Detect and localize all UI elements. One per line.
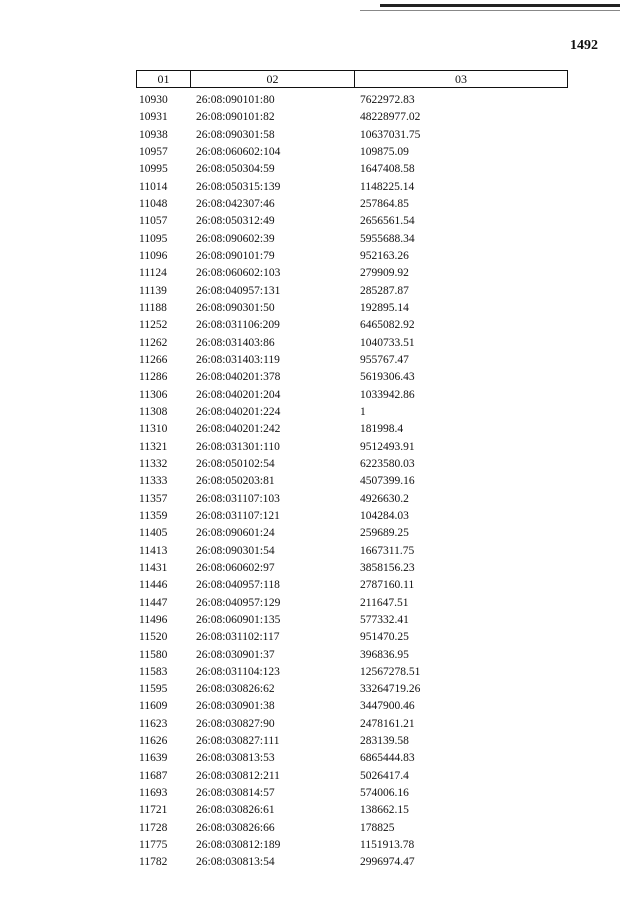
table-row [136,820,568,837]
cell-03: 257864.85 [360,197,409,210]
cell-03: 5955688.34 [360,232,415,245]
cell-01: 11782 [139,856,168,869]
cell-03: 955767.47 [360,353,409,366]
table-row [136,473,568,490]
cell-02: 26:08:030826:66 [196,821,275,834]
cell-02: 26:08:050102:54 [196,457,275,470]
cell-01: 11721 [139,804,168,817]
cell-01: 11728 [139,821,168,834]
cell-03: 109875.09 [360,145,409,158]
cell-03: 211647.51 [360,596,409,609]
cell-01: 11262 [139,336,168,349]
cell-02: 26:08:031102:117 [196,631,280,644]
cell-03: 6465082.92 [360,319,415,332]
cell-01: 11252 [139,319,168,332]
cell-02: 26:08:030826:61 [196,804,275,817]
page-number: 1492 [570,38,598,53]
cell-02: 26:08:030826:62 [196,683,275,696]
cell-02: 26:08:030813:54 [196,856,275,869]
top-rule [380,4,620,7]
table-row [136,369,568,386]
column-header-03: 03 [455,72,467,86]
cell-03: 138662.15 [360,804,409,817]
cell-03: 12567278.51 [360,665,421,678]
table-body [136,92,568,872]
table-row [136,664,568,681]
cell-03: 952163.26 [360,249,409,262]
table-row [136,387,568,404]
cell-03: 7622972.83 [360,94,415,106]
cell-01: 11188 [139,301,167,314]
cell-01: 11124 [139,267,167,280]
cell-03: 1033942.86 [360,388,415,401]
cell-03: 279909.92 [360,267,409,280]
cell-01: 10931 [139,111,168,124]
table-row [136,647,568,664]
cell-02: 26:08:040201:242 [196,423,281,436]
cell-02: 26:08:031403:119 [196,353,280,366]
cell-03: 104284.03 [360,509,409,522]
cell-01: 11693 [139,787,168,800]
table-row [136,681,568,698]
table-row [136,248,568,265]
top-rule-thin [360,10,620,11]
cell-01: 11057 [139,215,168,228]
cell-03: 33264719.26 [360,683,421,696]
table-row [136,144,568,161]
cell-01: 11308 [139,405,168,418]
table-row [136,560,568,577]
cell-02: 26:08:090101:80 [196,94,275,106]
table-row [136,837,568,854]
cell-01: 11520 [139,631,168,644]
cell-01: 11595 [139,683,168,696]
cell-02: 26:08:030827:90 [196,717,275,730]
cell-02: 26:08:031107:121 [196,509,280,522]
cell-01: 10930 [139,94,168,106]
cell-01: 11775 [139,839,168,852]
cell-03: 192895.14 [360,301,409,314]
cell-01: 11405 [139,527,168,540]
cell-03: 396836.95 [360,648,409,661]
table-row [136,768,568,785]
cell-02: 26:08:031403:86 [196,336,275,349]
column-header-01: 01 [137,71,191,87]
table-row [136,750,568,767]
cell-03: 951470.25 [360,631,409,644]
cell-02: 26:08:060602:103 [196,267,281,280]
table-row [136,595,568,612]
table-row [136,456,568,473]
cell-02: 26:08:050203:81 [196,475,275,488]
cell-02: 26:08:030901:38 [196,700,275,713]
table-row [136,698,568,715]
cell-03: 1647408.58 [360,163,415,176]
cell-01: 10957 [139,145,168,158]
cell-02: 26:08:090601:24 [196,527,275,540]
table-row [136,716,568,733]
cell-02: 26:08:090301:50 [196,301,275,314]
cell-03: 4926630.2 [360,492,409,505]
table-row [136,404,568,421]
table-row [136,508,568,525]
table-row [136,92,568,109]
cell-01: 11333 [139,475,168,488]
cell-02: 26:08:040201:378 [196,371,281,384]
table-header [136,70,568,88]
cell-02: 26:08:030827:111 [196,735,280,748]
table-row [136,231,568,248]
table-row [136,491,568,508]
table-row [136,317,568,334]
cell-03: 6223580.03 [360,457,415,470]
cell-03: 2478161.21 [360,717,415,730]
table-row [136,733,568,750]
cell-01: 11583 [139,665,168,678]
cell-03: 2656561.54 [360,215,415,228]
table-row [136,300,568,317]
cell-02: 26:08:090301:54 [196,544,275,557]
cell-03: 9512493.91 [360,440,415,453]
cell-03: 577332.41 [360,613,409,626]
cell-03: 6865444.83 [360,752,415,765]
table-row [136,802,568,819]
cell-02: 26:08:050312:49 [196,215,275,228]
cell-01: 11048 [139,197,168,210]
table-row [136,265,568,282]
cell-01: 11580 [139,648,168,661]
cell-01: 11310 [139,423,168,436]
cell-01: 11413 [139,544,168,557]
cell-01: 11306 [139,388,168,401]
cell-02: 26:08:040957:118 [196,579,280,592]
cell-02: 26:08:031106:209 [196,319,280,332]
cell-02: 26:08:030812:211 [196,769,280,782]
cell-03: 2787160.11 [360,579,415,592]
table-row [136,577,568,594]
table-row [136,854,568,871]
table-row [136,213,568,230]
cell-01: 11357 [139,492,168,505]
cell-03: 2996974.47 [360,856,415,869]
cell-01: 11447 [139,596,168,609]
cell-02: 26:08:030812:189 [196,839,281,852]
cell-01: 11626 [139,735,168,748]
column-header-02: 02 [191,71,355,87]
cell-02: 26:08:050315:139 [196,180,281,193]
cell-03: 3858156.23 [360,561,415,574]
table-row [136,629,568,646]
cell-03: 285287.87 [360,284,409,297]
table-row [136,543,568,560]
cell-01: 11096 [139,249,168,262]
cell-03: 1667311.75 [360,544,415,557]
cell-02: 26:08:040201:224 [196,405,281,418]
table-row [136,785,568,802]
cell-03: 1040733.51 [360,336,415,349]
cell-01: 11639 [139,752,168,765]
cell-02: 26:08:090101:79 [196,249,275,262]
cell-02: 26:08:090602:39 [196,232,275,245]
cell-01: 10995 [139,163,168,176]
cell-01: 11623 [139,717,168,730]
cell-03: 574006.16 [360,787,409,800]
cell-02: 26:08:090101:82 [196,111,275,124]
cell-03: 3447900.46 [360,700,415,713]
cell-02: 26:08:060602:97 [196,561,275,574]
table-row [136,612,568,629]
cell-01: 11359 [139,509,168,522]
cell-01: 11266 [139,353,168,366]
cell-03: 4507399.16 [360,475,415,488]
cell-03: 283139.58 [360,735,409,748]
cell-01: 11014 [139,180,168,193]
cell-01: 11687 [139,769,168,782]
table-row [136,196,568,213]
table-row [136,335,568,352]
cell-03: 1 [360,405,366,418]
table-row [136,161,568,178]
cell-02: 26:08:031301:110 [196,440,280,453]
cell-02: 26:08:040957:131 [196,284,281,297]
cell-01: 11139 [139,284,167,297]
cell-02: 26:08:042307:46 [196,197,275,210]
cell-03: 10637031.75 [360,128,421,141]
cell-03: 181998.4 [360,423,404,436]
cell-02: 26:08:060901:135 [196,613,281,626]
cell-01: 11496 [139,613,168,626]
cell-01: 11321 [139,440,168,453]
cell-03: 48228977.02 [360,111,421,124]
table-row [136,109,568,126]
cell-03: 259689.25 [360,527,409,540]
cell-02: 26:08:030813:53 [196,752,275,765]
cell-01: 11286 [139,371,168,384]
cell-02: 26:08:030814:57 [196,787,275,800]
cell-02: 26:08:030901:37 [196,648,275,661]
table-row [136,127,568,144]
cell-02: 26:08:040201:204 [196,388,281,401]
table-row [136,179,568,196]
cell-02: 26:08:040957:129 [196,596,281,609]
cell-03: 5026417.4 [360,769,409,782]
cell-01: 11431 [139,561,168,574]
table-row [136,352,568,369]
cell-01: 11609 [139,700,168,713]
cell-02: 26:08:060602:104 [196,145,281,158]
cell-02: 26:08:031104:123 [196,665,280,678]
cell-02: 26:08:090301:58 [196,128,275,141]
cell-01: 10938 [139,128,168,141]
table-row [136,439,568,456]
cell-01: 11332 [139,457,168,470]
cell-03: 1151913.78 [360,839,415,852]
cell-02: 26:08:031107:103 [196,492,280,505]
table-row [136,525,568,542]
cell-03: 1148225.14 [360,180,415,193]
cell-03: 5619306.43 [360,371,415,384]
table-row [136,283,568,300]
cell-02: 26:08:050304:59 [196,163,275,176]
cell-01: 11446 [139,579,168,592]
table-row [136,421,568,438]
cell-01: 11095 [139,232,168,245]
cell-03: 178825 [360,821,395,834]
